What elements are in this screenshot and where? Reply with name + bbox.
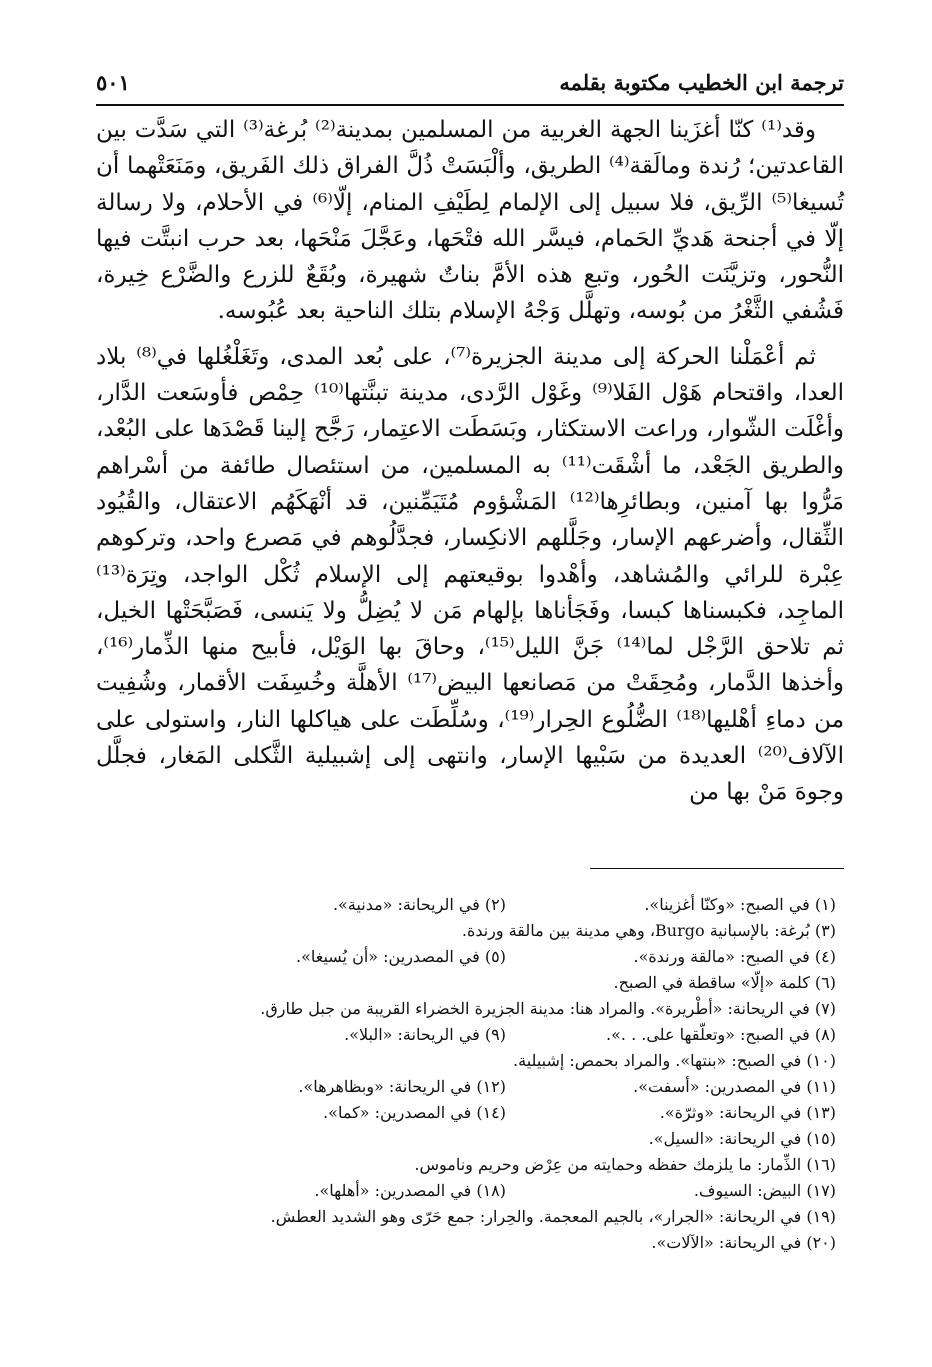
footnote-row [96, 944, 836, 970]
footnote-row [96, 892, 836, 918]
footnote: (١) في الصبح: «وكنّا أغزينا». [644, 895, 836, 914]
footnote: (١٣) في الريحانة: «وثرّة». [659, 1103, 836, 1122]
footnote-row [96, 1100, 836, 1126]
footnote: (٣) بُرغة: بالإسبانية Burgo، وهي مدينة بين مالقة ورندة. [461, 921, 836, 940]
footnote: (١٥) في الريحانة: «السيل». [648, 1129, 836, 1148]
footnote: (١١) في المصدرين: «أسفت». [633, 1077, 836, 1096]
header-rule [96, 104, 844, 106]
page-number: ٥٠١ [96, 69, 130, 95]
footnote: (٢) في الريحانة: «مدنية». [332, 895, 506, 914]
footnote: (٥) في المصدرين: «أن يُسيغا». [295, 947, 506, 966]
running-title: ترجمة ابن الخطيب مكتوبة بقلمه [559, 69, 844, 95]
footnote-row [96, 1152, 836, 1178]
paragraph: ثم أعْمَلْنا الحركة إلى مدينة الجزيرة⁽⁷⁾، على بُعد المدى، وتَغَلْغُلها في⁽⁸⁾ بلاد العدا، واقتحام هَوْل الفَلا⁽⁹⁾ وغَوْل الرَّدى، مدينة تبنَّتها⁽¹⁰⁾ حِمْص فأوسَعت الدَّار، وأغْلَت الشّوار، وراعت الاستكثار، وبَسَطَت الاعتِمار، رَجَّح إلينا قَصْدَها على البُعْد، والطريق الجَعْد، ما أشْقَت⁽¹¹⁾ به المسلمين، من استئصال طائفة من أسْراهم مَرُّوا بها آمنين، وبطائرِها⁽¹²⁾ المَشْؤوم مُتَيَمِّنين، قد أنْهَكَهُم الاعتقال، والقُيُود الثِّقال، وأضرعهم الإسار، وجَلَّلهم الانكِسار، فجدَّلُوهم في مَصرع واحد، وتركوهم عِبْرة للرائي والمُشاهد، وأهْدوا بوقيعتهم إلى الإسلام ثُكْل الواجد، وتِرَة⁽¹³⁾ الماجِد، فكبسناها كبسا، وفَجَأناها بإلهام مَن لا يُضِلُّ ولا يَنسى، فَصَبَّحَتْها الخيل، ثم تلاحق الرَّجْل لما⁽¹⁴⁾ جَنَّ الليل⁽¹⁵⁾، وحاقَ بها الوَيْل، فأبيح منها الذِّمار⁽¹⁶⁾، وأخذها الدَّمار، ومُحِقَتْ من مَصانعها البيض⁽¹⁷⁾ الأهلَّة وخُسِفَت الأقمار، وشُفِيت من دماءِ أهْليها⁽¹⁸⁾ الضُّلُوع الحِرار⁽¹⁹⁾، وسُلِّطَت على هياكلها النار، واستولى على الآلاف⁽²⁰⁾ العديدة من سَبْيها الإسار، وانتهى إلى إشبيلية الثَّكلى المَغار، فجلَّل وجوهَ مَنْ بها من [96, 343, 845, 806]
footnote: (١٩) في الريحانة: «الجرار»، بالجيم المعجمة. والحِرار: جمع حَرّى وهو الشديد العطش. [270, 1207, 836, 1226]
footnotes [96, 892, 836, 1256]
running-header [96, 62, 844, 102]
footnote: (١٨) في المصدرين: «أهلها». [314, 1181, 506, 1200]
footnote-row [96, 970, 836, 996]
footnote-separator [590, 868, 844, 869]
footnote-row [96, 1022, 836, 1048]
footnote: (٤) في الصبح: «مالقة ورندة». [633, 947, 836, 966]
paragraph: وقد⁽¹⁾ كنّا أغزَينا الجهة الغربية من المسلمين بمدينة⁽²⁾ بُرغة⁽³⁾ التي سَدَّت بين القاعدتين؛ رُندة ومالَقة⁽⁴⁾ الطريق، وألْبَسَتْ ذُلَّ الفراق ذلك الفَريق، ومَنَعَتْهما أن تُسيغا⁽⁵⁾ الرِّيق، فلا سبيل إلى الإلمام لِطَيْفِ المنام، إلّا⁽⁶⁾ في الأحلام، ولا رسالة إلّا في أجنحة هَديِّ الحَمام، فيسَّر الله فتْحَها، وعَجَّلَ مَنْحَها، بعد حرب انبتَّت فيها النُّحور، وتزيَّنَت الحُور، وتبع هذه الأمَّ بناتٌ شهيرة، وبُقَعٌ للزرع والضَّرْع خِيرة، فَشُفي الثَّغْرُ من بُوسه، وتهلَّل وَجْهُ الإسلام بتلك الناحية بعد عُبُوسه. [96, 117, 845, 325]
footnote-row [96, 996, 836, 1022]
footnote-row [96, 1230, 836, 1256]
footnote: (١٠) في الصبح: «بنتها». والمراد بحمص: إشبيلية. [513, 1051, 836, 1070]
footnote-row [96, 1178, 836, 1204]
footnote: (١٤) في المصدرين: «كما». [323, 1103, 506, 1122]
footnote: (٧) في الريحانة: «أطْريرة». والمراد هنا: مدينة الجزيرة الخضراء القريبة من جبل طارق. [260, 999, 836, 1018]
main-text [96, 112, 844, 820]
footnote-row [96, 1048, 836, 1074]
footnote-row [96, 1074, 836, 1100]
footnote: (٩) في الريحانة: «البلا». [344, 1025, 506, 1044]
footnote-row [96, 918, 836, 944]
footnote: (١٧) البيض: السيوف. [693, 1181, 836, 1200]
footnote: (٢٠) في الريحانة: «الآلات». [651, 1233, 836, 1252]
footnote: (٦) كلمة «إلّا» ساقطة في الصبح. [613, 973, 836, 992]
footnote: (١٢) في الريحانة: «وبظاهرها». [298, 1077, 506, 1096]
footnote: (٨) في الصبح: «وتعلّقها على. . .». [606, 1025, 836, 1044]
footnote-row [96, 1204, 836, 1230]
footnote: (١٦) الذِّمار: ما يلزمك حفظه وحمايته من عِرْض وحريم وناموس. [414, 1155, 836, 1174]
footnote-row [96, 1126, 836, 1152]
